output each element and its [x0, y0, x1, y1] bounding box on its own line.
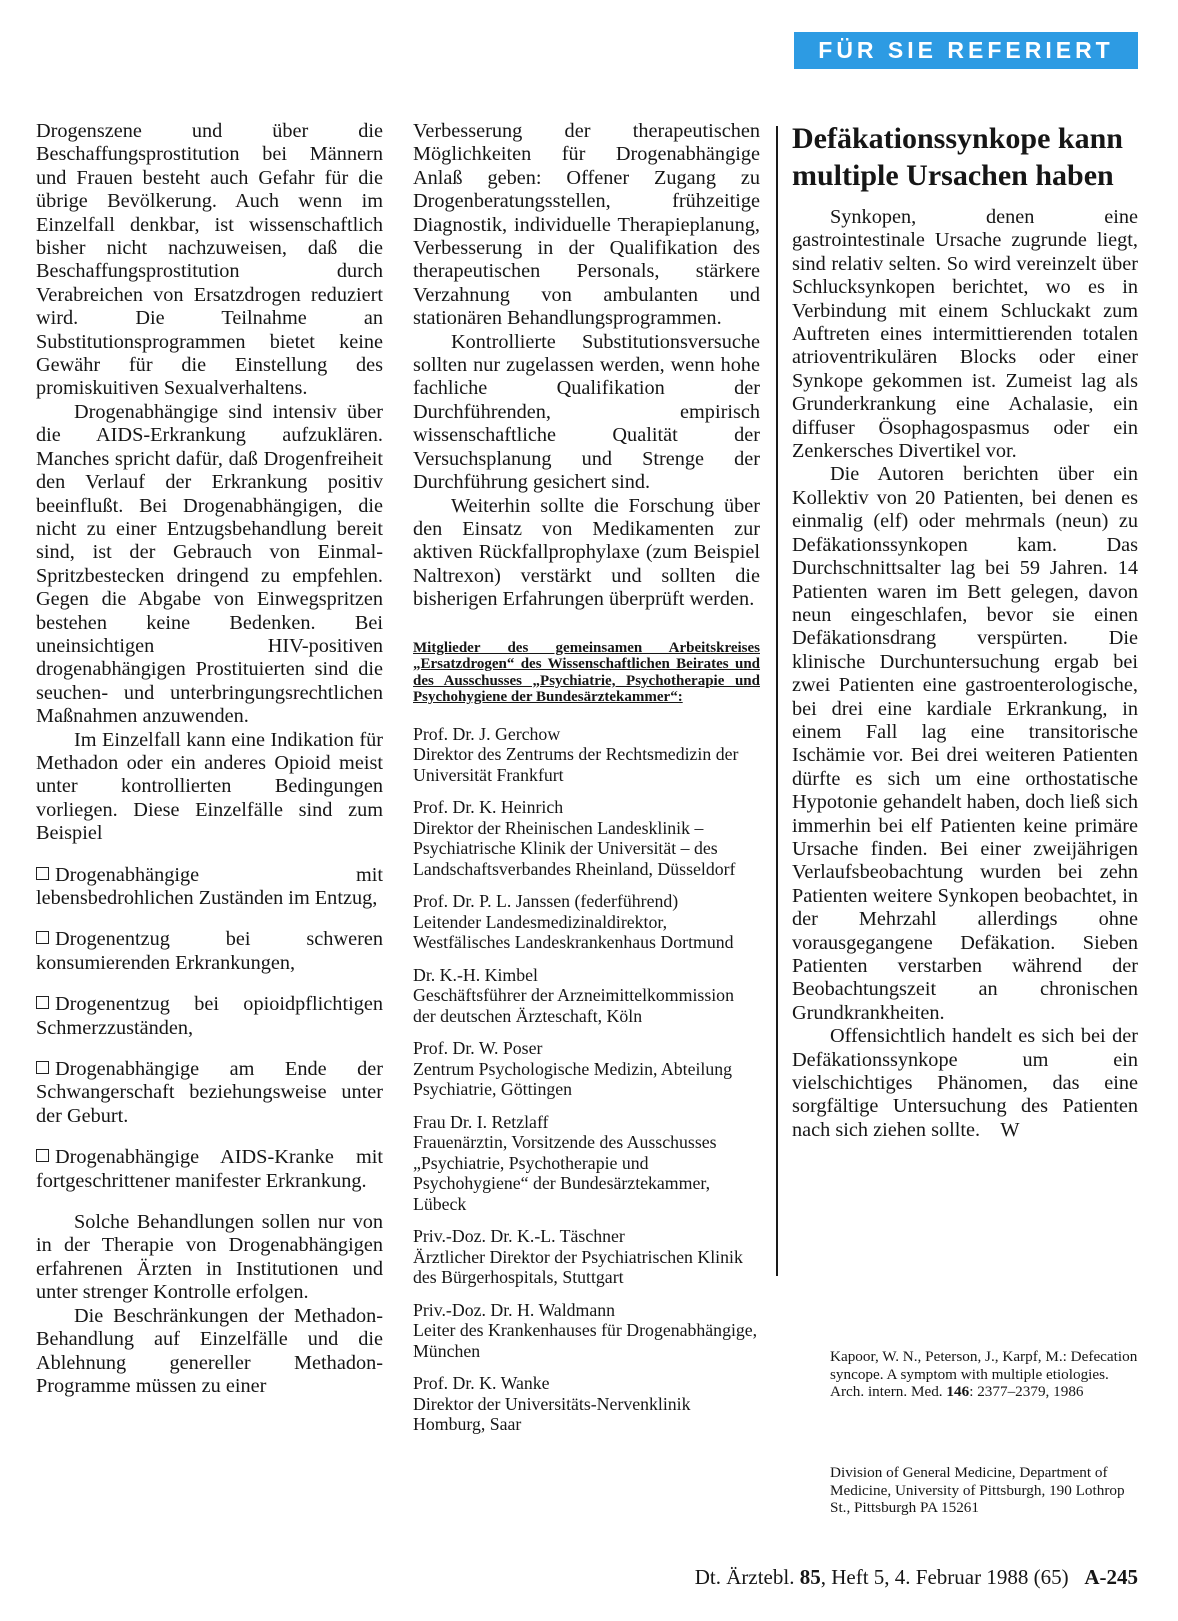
- list-item: Drogenabhängige am Ende der Schwangerschaft beziehungsweise unter der Geburt.: [36, 1058, 383, 1127]
- paragraph: Drogenszene und über die Beschaffungsprostitution bei Männern und Frauen besteht auch Gefahr für die übrige Bevölkerung. Auch wenn im Einzelfall denkbar, ist wissenschaftlich bisher nicht nachzuweisen, daß die Beschaffungsprostitution durch Verabreichen von Ersatzdrogen reduziert wird. Die Teilnahme an Substitutionsprogrammen bietet keine Gewähr für die Einstellung des promiskuitiven Sexualverhaltens.: [36, 120, 383, 400]
- checkbox-square-icon: [36, 931, 49, 944]
- list-item: Drogenabhängige mit lebensbedrohlichen Zuständen im Entzug,: [36, 863, 383, 909]
- page-footer: Dt. Ärztebl. 85, Heft 5, 4. Februar 1988 (65) A-245: [694, 1565, 1138, 1589]
- paragraph: Offensichtlich handelt es sich bei der Defäkationssynkope um ein vielschichtiges Phänomen, das eine sorgfältige Untersuchung des Patienten nach sich ziehen sollte. W: [792, 1025, 1138, 1141]
- paragraph: Die Beschränkungen der Methadon-Behandlung auf Einzelfälle und die Ablehnung genereller Methadon-Programme müssen zu einer: [36, 1304, 383, 1397]
- author-address: Division of General Medicine, Department of Medicine, University of Pittsburgh, 190 Lothrop St., Pittsburgh PA 15261: [830, 1464, 1125, 1517]
- column-right: [792, 120, 1138, 1142]
- checkbox-square-icon: [36, 996, 49, 1009]
- column-left: [36, 120, 383, 1398]
- member-entry: Prof. Dr. J. Gerchow Direktor des Zentrums der Rechtsmedizin der Universität Frankfurt: [413, 723, 739, 785]
- member-entry: Prof. Dr. K. Heinrich Direktor der Rheinischen Landesklinik – Psychiatrische Klinik der Universität – des Landschaftsverbandes Rheinland, Düsseldorf: [413, 797, 736, 879]
- section-banner: FÜR SIE REFERIERT: [794, 32, 1138, 69]
- member-entry: Priv.-Doz. Dr. K.-L. Täschner Ärztlicher Direktor der Psychiatrischen Klinik des Bürgerhospitals, Stuttgart: [413, 1226, 743, 1288]
- checkbox-square-icon: [36, 1061, 49, 1074]
- member-entry: Priv.-Doz. Dr. H. Waldmann Leiter des Krankenhauses für Drogenabhängige, München: [413, 1299, 758, 1361]
- paragraph: Solche Behandlungen sollen nur von in der Therapie von Drogenabhängigen erfahrenen Ärzten in Institutionen und unter strenger Kontrolle erfolgen.: [36, 1211, 383, 1304]
- literature-reference: Kapoor, W. N., Peterson, J., Karpf, M.: Defecation syncope. A symptom with multiple etiologies. Arch. intern. Med. 146: 2377–2379, 1986: [830, 1348, 1138, 1401]
- paragraph: Synkopen, denen eine gastrointestinale Ursache zugrunde liegt, sind relativ selten. So wird vereinzelt über Schlucksynkopen berichtet, wo es in Verbindung mit einem Schluckakt zum Auftreten eines intermittierenden totalen atrioventrikulären Blocks oder einer Synkope gekommen ist. Zumeist lag als Grunderkrankung eine Achalasie, ein diffuser Ösophagospasmus oder ein Zenkersches Divertikel vor.: [792, 206, 1138, 463]
- members-heading: Mitglieder des gemeinsamen Arbeitskreises „Ersatzdrogen“ des Wissenschaftlichen Beirates und des Ausschusses „Psychiatrie, Psychotherapie und Psychohygiene der Bundesärztekammer“:: [413, 639, 760, 706]
- list-item: Drogenentzug bei schweren konsumierenden Erkrankungen,: [36, 928, 383, 974]
- paragraph: Kontrollierte Substitutionsversuche sollten nur zugelassen werden, wenn hohe fachliche Qualifikation der Durchführenden, empirisch wissenschaftliche Qualität der Versuchsplanung und Strenge der Durchführung gesichert sind.: [413, 330, 760, 494]
- article-heading: Defäkationssynkope kann multiple Ursachen haben: [792, 122, 1123, 192]
- member-entry: Prof. Dr. P. L. Janssen (federführend) Leitender Landesmedizinaldirektor, Westfälisches Landeskrankenhaus Dortmund: [413, 891, 734, 953]
- member-entry: Prof. Dr. K. Wanke Direktor der Universitäts-Nervenklinik Homburg, Saar: [413, 1373, 691, 1435]
- page-number: A-245: [1084, 1565, 1138, 1589]
- author-signature: W: [1000, 1118, 1020, 1141]
- member-entry: Dr. K.-H. Kimbel Geschäftsführer der Arzneimittelkommission der deutschen Ärzteschaft, Köln: [413, 964, 734, 1026]
- member-entry: Frau Dr. I. Retzlaff Frauenärztin, Vorsitzende des Ausschusses „Psychiatrie, Psychotherapie und Psychohygiene“ der Bundesärztekammer, Lübeck: [413, 1111, 717, 1214]
- list-item: Drogenabhängige AIDS-Kranke mit fortgeschrittener manifester Erkrankung.: [36, 1146, 383, 1192]
- paragraph: Die Autoren berichten über ein Kollektiv von 20 Patienten, bei denen es einmalig (elf) oder mehrmals (neun) zu Defäkationssynkopen kam. Das Durchschnittsalter lag bei 59 Jahren. 14 Patienten waren im Bett gelegen, davon neun eingeschlafen, bevor sie einen Defäkationsdrang verspürten. Die klinische Durchuntersuchung ergab bei zwei Patienten eine gastroenterologische, bei drei eine kardiale Erkrankung, in einem Fall lag eine transitorische Ischämie vor. Bei drei weiteren Patienten dürfte es sich um eine orthostatische Hypotonie gehandelt haben, doch ließ sich immerhin bei elf Patienten keine primäre Ursache finden. Bei einer zweijährigen Verlaufsbeobachtung wurden bei zehn Patienten weitere Synkopen beobachtet, in der Mehrzahl allerdings ohne vorausgegangene Defäkation. Sieben Patienten verstarben während der Beobachtungszeit an chronischen Grundkrankheiten.: [792, 463, 1138, 1024]
- list-item: Drogenentzug bei opioidpflichtigen Schmerzzuständen,: [36, 993, 383, 1039]
- checkbox-square-icon: [36, 867, 49, 880]
- column-divider: [776, 126, 778, 1276]
- column-middle: [413, 120, 760, 1447]
- member-entry: Prof. Dr. W. Poser Zentrum Psychologische Medizin, Abteilung Psychiatrie, Göttingen: [413, 1038, 733, 1100]
- checkbox-square-icon: [36, 1149, 49, 1162]
- paragraph: Im Einzelfall kann eine Indikation für Methadon oder ein anderes Opioid meist unter kontrollierten Bedingungen vorliegen. Diese Einzelfälle sind zum Beispiel: [36, 728, 383, 845]
- paragraph: Drogenabhängige sind intensiv über die AIDS-Erkrankung aufzuklären. Manches spricht dafür, daß Drogenfreiheit den Verlauf der Erkrankung positiv beeinflußt. Bei Drogenabhängigen, die nicht zu einer Entzugsbehandlung bereit sind, ist der Gebrauch von Einmal-Spritzbestecken dringend zu empfehlen. Gegen die Abgabe von Einwegspritzen bestehen keine Bedenken. Bei uneinsichtigen HIV-positiven drogenabhängigen Prostituierten sind die seuchen- und unterbringungsrechtlichen Maßnahmen anzuwenden.: [36, 400, 383, 728]
- paragraph: Verbesserung der therapeutischen Möglichkeiten für Drogenabhängige Anlaß geben: Offener Zugang zu Drogenberatungsstellen, frühzeitige Diagnostik, individuelle Therapieplanung, Verbesserung in der Qualifikation des therapeutischen Personals, stärkere Verzahnung von ambulanten und stationären Behandlungsprogrammen.: [413, 120, 760, 330]
- paragraph: Weiterhin sollte die Forschung über den Einsatz von Medikamenten zur aktiven Rückfallprophylaxe (zum Beispiel Naltrexon) verstärkt und sollten die bisherigen Erfahrungen überprüft werden.: [413, 494, 760, 611]
